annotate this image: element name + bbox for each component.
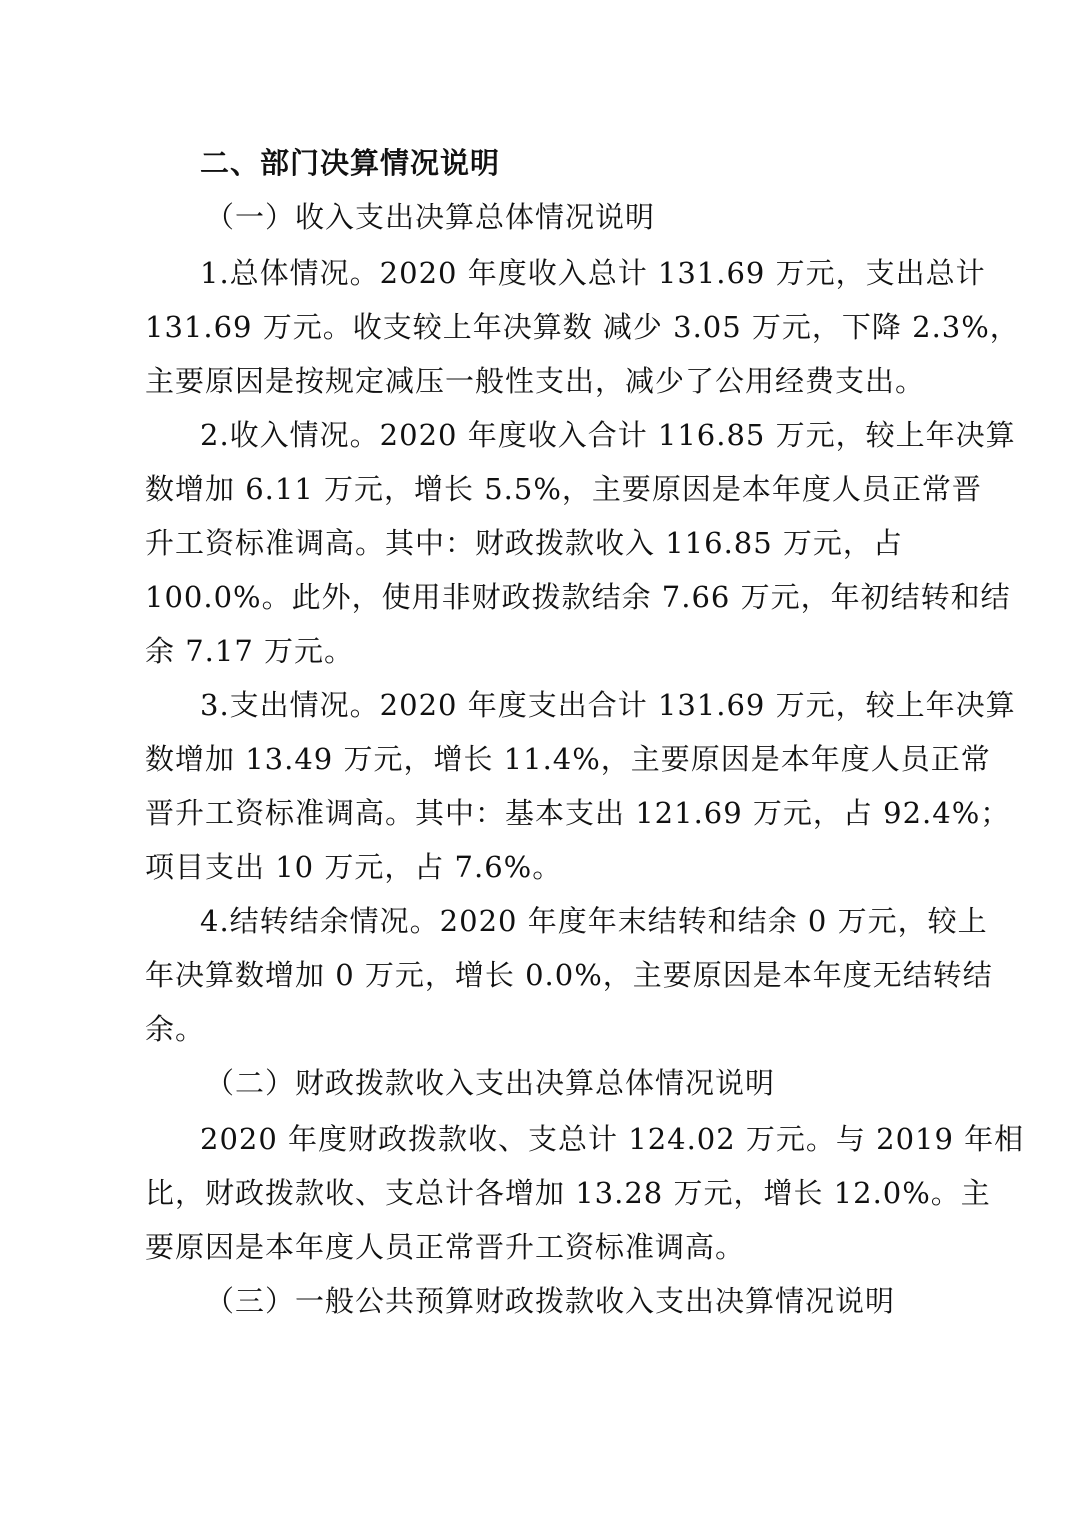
paragraph-3-line-1: 3.支出情况。2020 年度支出合计 131.69 万元，较上年决算	[200, 688, 1016, 722]
subsection-heading-3: （三）一般公共预算财政拨款收入支出决算情况说明	[205, 1284, 896, 1318]
paragraph-1-line-1: 1.总体情况。2020 年度收入总计 131.69 万元，支出总计	[200, 256, 986, 290]
paragraph-3-line-2: 数增加 13.49 万元，增长 11.4%，主要原因是本年度人员正常	[145, 742, 991, 776]
paragraph-4-line-1: 4.结转结余情况。2020 年度年末结转和结余 0 万元，较上	[200, 904, 988, 938]
paragraph-3-line-3: 晋升工资标准调高。其中：基本支出 121.69 万元，占 92.4%；	[145, 796, 1011, 830]
paragraph-1-line-2: 131.69 万元。收支较上年决算数 减少 3.05 万元，下降 2.3%，	[145, 310, 1020, 344]
paragraph-4-line-2: 年决算数增加 0 万元，增长 0.0%，主要原因是本年度无结转结	[145, 958, 993, 992]
subsection-heading-1: （一）收入支出决算总体情况说明	[205, 200, 656, 234]
paragraph-3-line-4: 项目支出 10 万元，占 7.6%。	[145, 850, 563, 884]
paragraph-2-line-4: 100.0%。此外，使用非财政拨款结余 7.66 万元，年初结转和结	[145, 580, 1011, 614]
paragraph-2-line-2: 数增加 6.11 万元，增长 5.5%，主要原因是本年度人员正常晋	[145, 472, 982, 506]
paragraph-2-line-5: 余 7.17 万元。	[145, 634, 355, 668]
paragraph-2-line-3: 升工资标准调高。其中：财政拨款收入 116.85 万元，占	[145, 526, 903, 560]
paragraph-5-line-1: 2020 年度财政拨款收、支总计 124.02 万元。与 2019 年相	[200, 1122, 1025, 1156]
paragraph-5-line-3: 要原因是本年度人员正常晋升工资标准调高。	[145, 1230, 746, 1264]
paragraph-5-line-2: 比，财政拨款收、支总计各增加 13.28 万元，增长 12.0%。主	[145, 1176, 991, 1210]
paragraph-4-line-3: 余。	[145, 1012, 206, 1046]
paragraph-1-line-3: 主要原因是按规定减压一般性支出，减少了公用经费支出。	[145, 364, 926, 398]
section-heading: 二、部门决算情况说明	[200, 146, 501, 180]
paragraph-2-line-1: 2.收入情况。2020 年度收入合计 116.85 万元，较上年决算	[200, 418, 1016, 452]
subsection-heading-2: （二）财政拨款收入支出决算总体情况说明	[205, 1066, 776, 1100]
